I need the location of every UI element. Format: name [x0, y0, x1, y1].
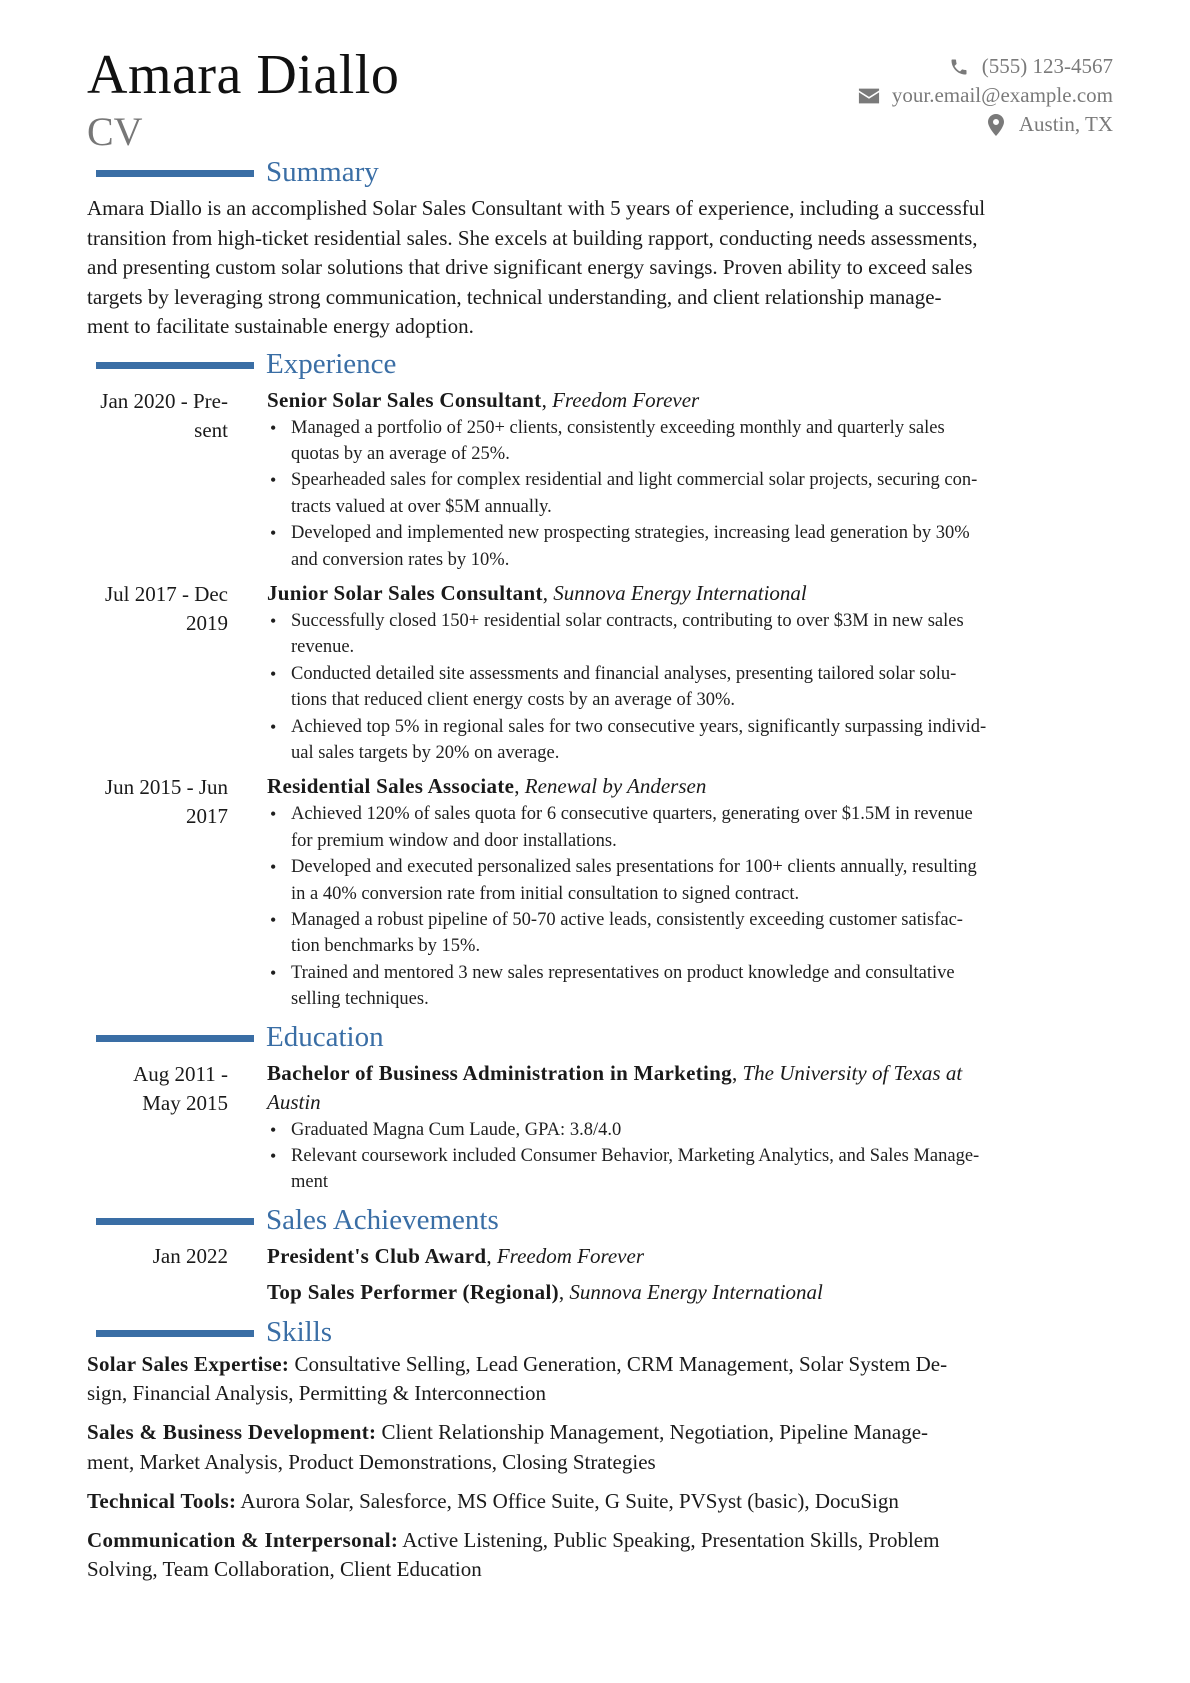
map-pin-icon [984, 114, 1008, 136]
entry-title: Senior Solar Sales Consultant, Freedom Forever [267, 387, 700, 412]
summary-title: Summary [266, 156, 379, 188]
experience-title: Experience [266, 347, 397, 380]
section-accent-bar [96, 170, 254, 177]
bullet-list [267, 1117, 1113, 1196]
entry-body [247, 386, 1113, 573]
entry-body [247, 1059, 1113, 1196]
company-name: Sunnova Energy International [569, 1279, 823, 1304]
experience-entry [87, 579, 1113, 766]
entry-title: Residential Sales Associate, Renewal by Andersen [267, 774, 707, 799]
list-item: • Developed and executed personalized sales presentations for 100+ clients annually, resulting in a 40% conversion rate from initial consultation to signed contract. [270, 857, 977, 904]
skill-group: Technical Tools: Aurora Solar, Salesforce, MS Office Suite, G Suite, PVSyst (basic), DocuSign [87, 1488, 899, 1513]
education-entry [87, 1059, 1113, 1196]
job-title: Junior Solar Sales Consultant [267, 580, 543, 605]
skills-title: Skills [266, 1315, 333, 1348]
skill-group: Communication & Interpersonal: Active Listening, Public Speaking, Presentation Skills, Problem Solving, Team Collaboration, Client Education [87, 1527, 940, 1582]
section-accent-bar [96, 1330, 254, 1337]
award-title: President's Club Award [267, 1243, 487, 1268]
person-name: Amara Diallo [87, 44, 400, 106]
section-accent-bar [96, 1035, 254, 1042]
cv-page [87, 40, 1113, 1594]
experience-entry [87, 386, 1113, 573]
summary-text: Amara Diallo is an accomplished Solar Sales Consultant with 5 years of experience, including a successful transition from high-ticket residential sales. She excels at building rapport, conducting needs assessments, and presenting custom solar solutions that drive significant energy savings. Proven ability to exceed sales targets by leveraging strong communication, technical understanding, and client relationship manage- ment to facilitate sustainable energy adoption. [87, 196, 986, 338]
contact-location [857, 110, 1113, 139]
list-item: • Developed and implemented new prospecting strategies, increasing lead generation by 30% and conversion rates by 10%. [270, 523, 970, 570]
degree-name: Bachelor of Business Administration in Marketing [267, 1060, 732, 1085]
list-item: • Managed a robust pipeline of 50-70 active leads, consistently exceeding customer satisfac- tion benchmarks by 15%. [270, 910, 963, 957]
phone-icon [947, 56, 971, 78]
entry-date: Jul 2017 - Dec 2019 [104, 581, 228, 635]
list-item: • Graduated Magna Cum Laude, GPA: 3.8/4.0 [270, 1119, 622, 1140]
education-section-header [87, 1019, 1113, 1059]
company-name: Freedom Forever [552, 387, 700, 412]
experience-section-header [87, 346, 1113, 386]
entry-title: President's Club Award, Freedom Forever [267, 1243, 644, 1268]
company-name: Freedom Forever [496, 1243, 644, 1268]
location-text: Austin, TX [1018, 112, 1113, 136]
company-name: Renewal by Andersen [524, 774, 707, 799]
education-title: Education [266, 1020, 384, 1053]
skill-category: Sales & Business Development: [87, 1420, 377, 1445]
list-item: • Trained and mentored 3 new sales representatives on product knowledge and consultative selling techniques. [270, 962, 955, 1010]
entry-date [87, 1278, 247, 1314]
contact-info [857, 52, 1113, 139]
skill-group: Sales & Business Development: Client Relationship Management, Negotiation, Pipeline Manage- ment, Market Analysis, Product Demonstrations, Closing Strategies [87, 1420, 929, 1474]
contact-email [857, 81, 1113, 110]
school-name-cont: Austin [267, 1089, 321, 1114]
section-accent-bar [96, 1218, 254, 1225]
skill-category: Technical Tools: [87, 1488, 237, 1513]
bullet-list [267, 415, 1113, 573]
entry-date: Jun 2015 - Jun 2017 [104, 775, 228, 829]
envelope-icon [857, 85, 881, 107]
company-name: Sunnova Energy International [553, 580, 807, 605]
skill-group: Solar Sales Expertise: Consultative Selling, Lead Generation, CRM Management, Solar System De- sign, Financial Analysis, Permitting & Interconnection [87, 1351, 948, 1406]
entry-title: Top Sales Performer (Regional), Sunnova Energy International [267, 1279, 823, 1304]
cv-header [87, 40, 1113, 154]
skills-section-header [87, 1314, 1113, 1350]
entry-title: Bachelor of Business Administration in Marketing, The University of Texas at [267, 1060, 963, 1085]
summary-section-header [87, 154, 1113, 194]
bullet-list [267, 801, 1113, 1012]
achievement-entry [87, 1278, 1113, 1314]
list-item: • Spearheaded sales for complex residential and light commercial solar projects, securing con- tracts valued at over $5M annually. [270, 470, 978, 517]
school-name: The University of Texas at [742, 1060, 963, 1085]
achievements-title: Sales Achievements [266, 1203, 499, 1236]
bullet-list [267, 608, 1113, 766]
achievements-section-header [87, 1202, 1113, 1242]
experience-entry [87, 772, 1113, 1012]
job-title: Residential Sales Associate [267, 774, 515, 799]
entry-body [247, 579, 1113, 766]
section-accent-bar [96, 362, 254, 369]
entry-title: Junior Solar Sales Consultant, Sunnova Energy International [267, 580, 807, 605]
job-title: Senior Solar Sales Consultant [267, 387, 542, 412]
phone-number[interactable]: (555) 123-4567 [981, 54, 1113, 78]
achievement-entry [87, 1242, 1113, 1278]
entry-date: Jan 2022 [152, 1243, 228, 1268]
entry-date: Aug 2011 - May 2015 [133, 1061, 228, 1115]
email-address[interactable]: your.email@example.com [891, 83, 1113, 107]
list-item: • Managed a portfolio of 250+ clients, consistently exceeding monthly and quarterly sales quotas by an average of 25%. [270, 417, 945, 464]
contact-phone [857, 52, 1113, 81]
skill-category: Communication & Interpersonal: [87, 1527, 399, 1552]
list-item: • Relevant coursework included Consumer Behavior, Marketing Analytics, and Sales Manage- ment [270, 1146, 980, 1193]
list-item: • Conducted detailed site assessments and financial analyses, presenting tailored solar solu- tions that reduced client energy costs by an average of 30%. [270, 663, 957, 711]
list-item: • Achieved top 5% in regional sales for two consecutive years, significantly surpassing individ- ual sales targets by 20% on average. [270, 716, 987, 763]
list-item: • Successfully closed 150+ residential solar contracts, contributing to over $3M in new sales revenue. [270, 610, 964, 658]
list-item: • Achieved 120% of sales quota for 6 consecutive quarters, generating over $1.5M in revenue for premium window and door installations. [270, 804, 973, 851]
skill-category: Solar Sales Expertise: [87, 1351, 290, 1376]
award-title: Top Sales Performer (Regional) [267, 1279, 559, 1304]
entry-date: Jan 2020 - Pre- sent [100, 388, 228, 442]
document-subtitle: CV [87, 109, 143, 154]
entry-body [247, 772, 1113, 1012]
